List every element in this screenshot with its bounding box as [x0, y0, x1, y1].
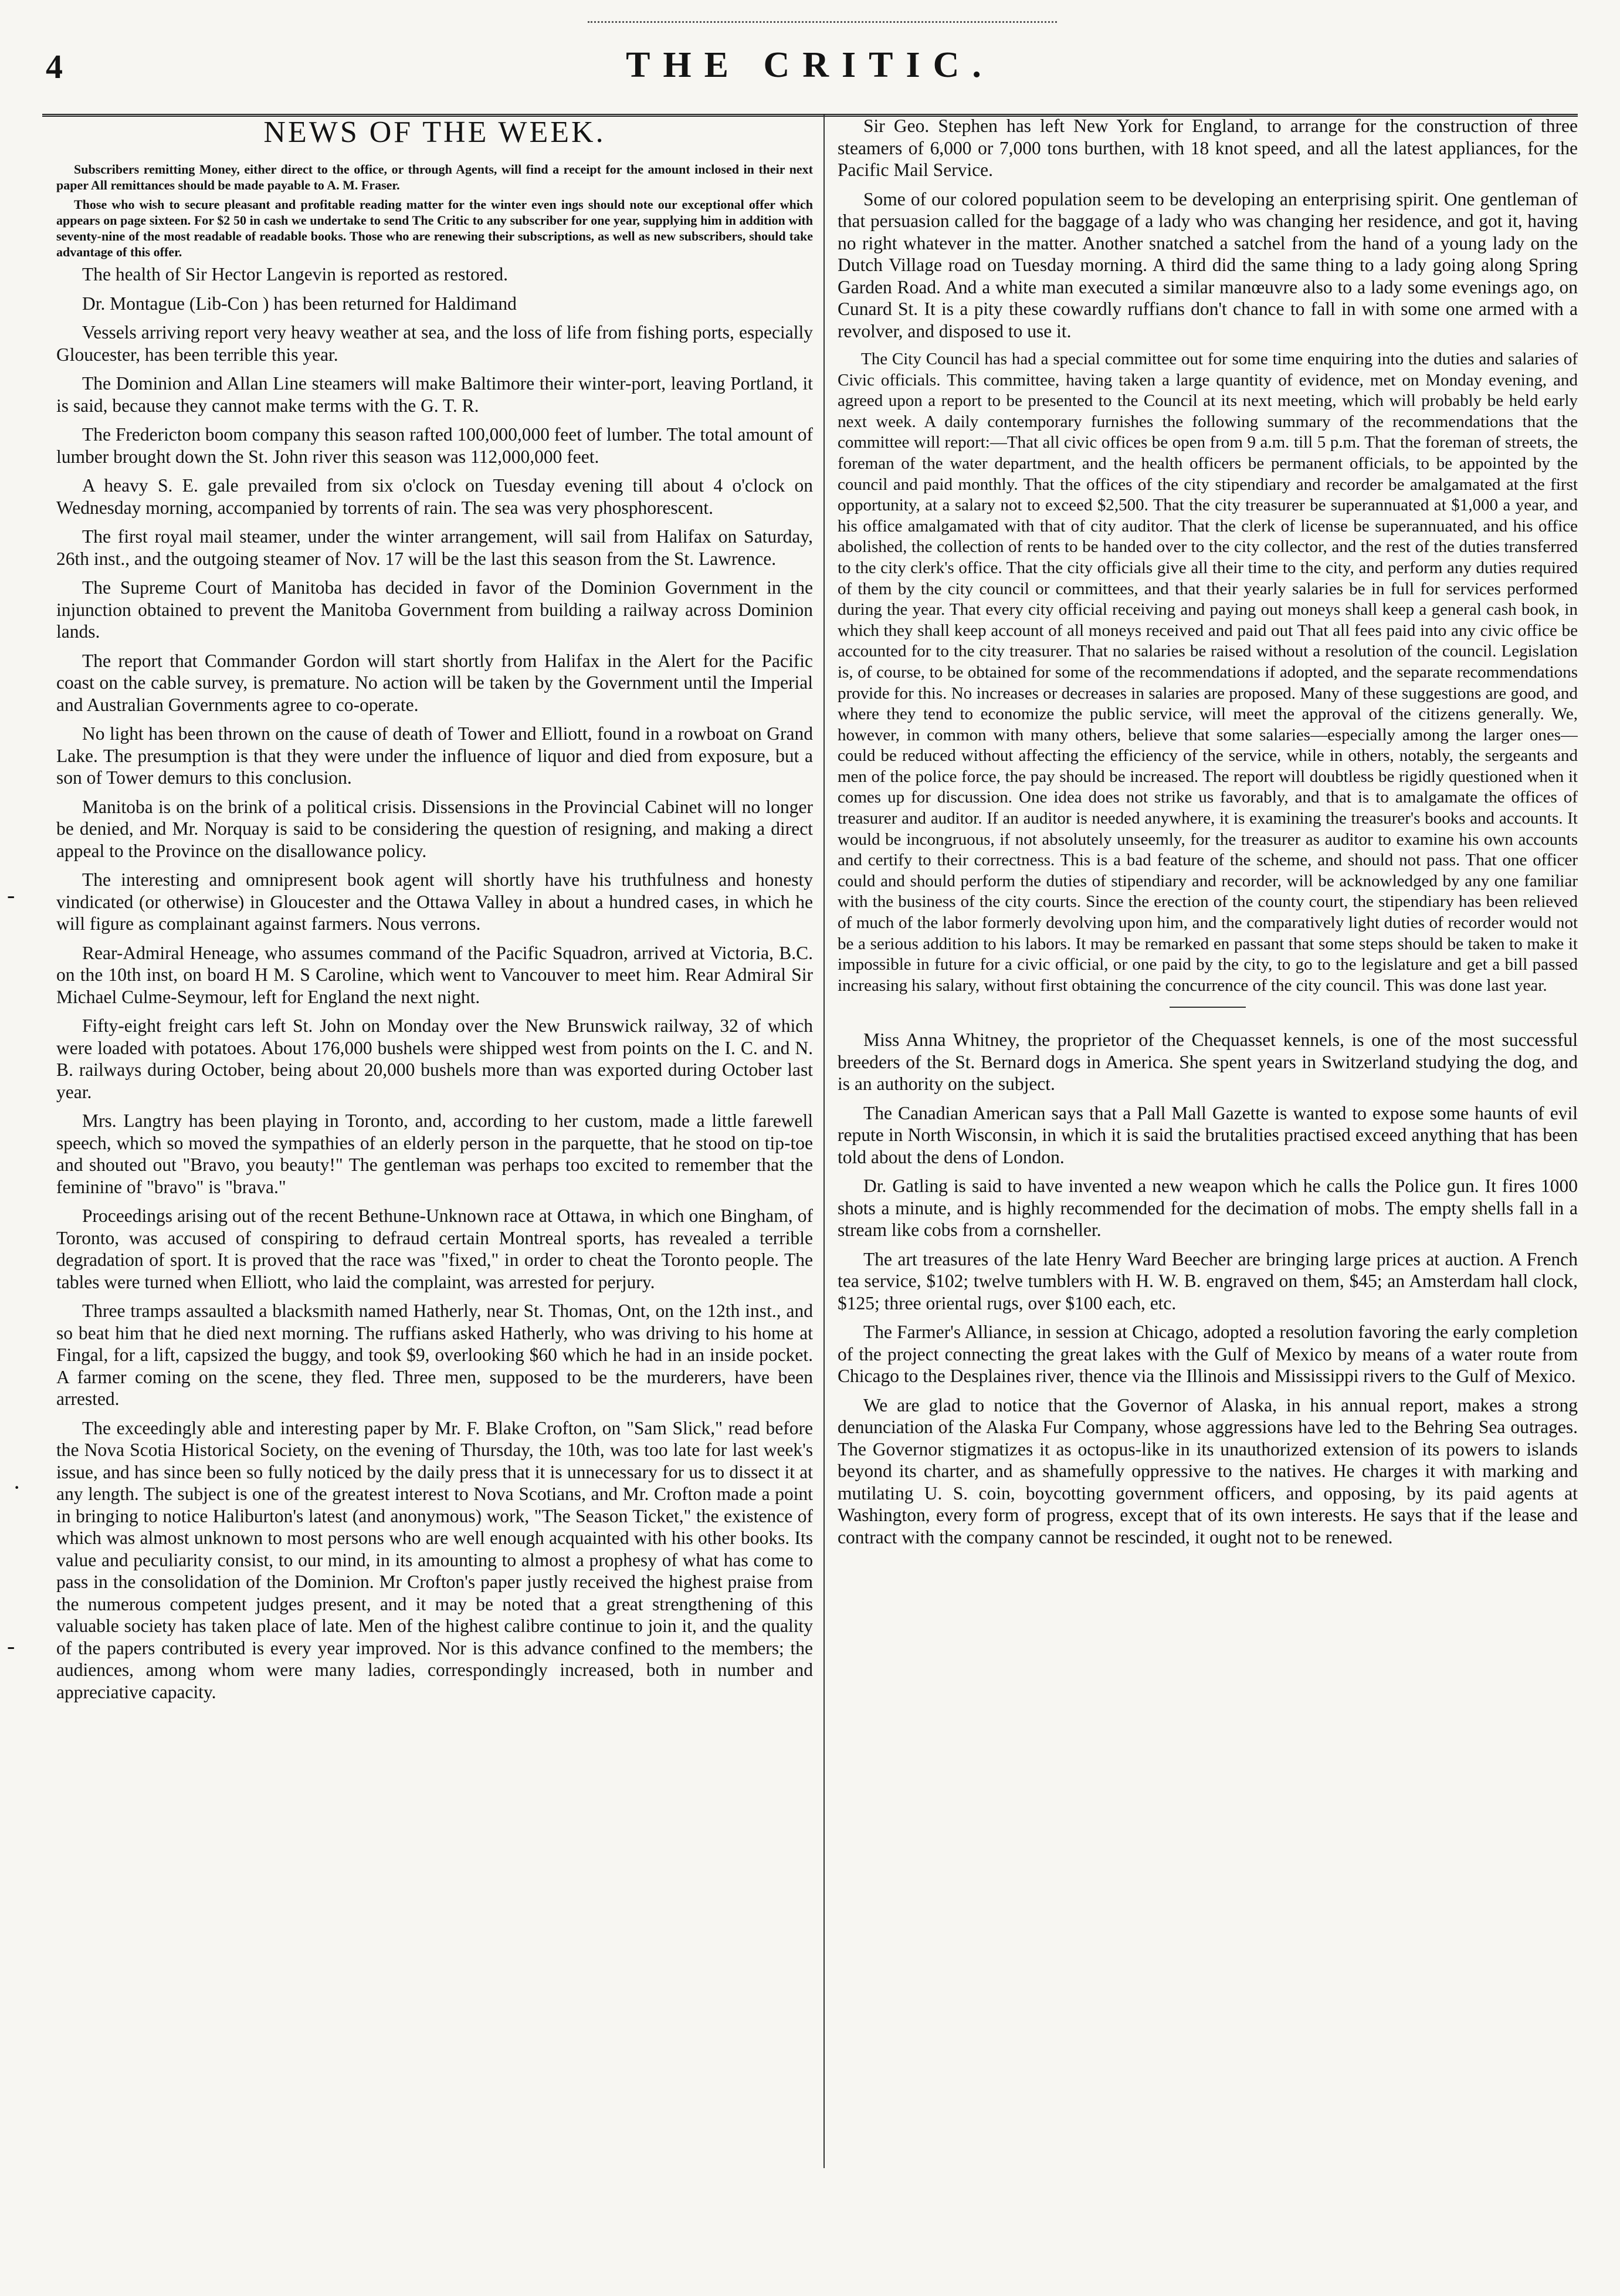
- margin-dot: ·: [13, 1474, 21, 1501]
- news-item: The Supreme Court of Manitoba has decided in favor of the Dominion Government in the injunction obtained to prevent the Manitoba Government from building a railway across Dominion lands.: [56, 577, 813, 642]
- news-item: No light has been thrown on the cause of death of Tower and Elliott, found in a rowboat on Grand Lake. The presumption is that they were under the influence of liquor and died from exposure, but a son of Tower demurs to this conclusion.: [56, 723, 813, 788]
- right-news-items-top: [838, 115, 1578, 342]
- news-item: Vessels arriving report very heavy weather at sea, and the loss of life from fishing ports, especially Gloucester, has been terrible this year.: [56, 322, 813, 365]
- news-item: The Dominion and Allan Line steamers will make Baltimore their winter-port, leaving Portland, it is said, because they cannot make terms with the G. T. R.: [56, 373, 813, 416]
- news-item: We are glad to notice that the Governor of Alaska, in his annual report, makes a strong denunciation of the Alaska Fur Company, whose aggressions have led to the Behring Sea outrages. The Governor stigmatizes it as octopus-like in its unauthorized extension of its powers to islands beyond its charter, and as shamefully oppressive to the natives. He charges it with marking and mutilating U. S. coin, boycotting government officers, and opposing, by its paid agents at Washington, every form of progress, except that of its own interests. He says that if the lease and contract with the company cannot be rescinded, it ought not to be renewed.: [838, 1394, 1578, 1547]
- news-item: The report that Commander Gordon will start shortly from Halifax in the Alert for the Pacific coast on the cable survey, is premature. No action will be taken by the Government until the Imperial and Australian Governments agree to co-operate.: [56, 650, 813, 715]
- news-item: Fifty-eight freight cars left St. John on Monday over the New Brunswick railway, 32 of which were loaded with potatoes. About 176,000 bushels were shipped west from points on the I. C. and N. B. railways during October, being about 20,000 bushels more than was exported during October last year.: [56, 1015, 813, 1102]
- page-header: [42, 45, 1578, 109]
- news-item: Sir Geo. Stephen has left New York for England, to arrange for the construction of three steamers of 6,000 or 7,000 tons burthen, with 18 knot speed, and all the latest appliances, for the Pacific Mail Service.: [838, 116, 1578, 180]
- news-item: Mrs. Langtry has been playing in Toronto, and, according to her custom, made a little farewell speech, which so moved the sympathies of an elderly person in the parquette, that he stood on tip-toe and shouted out "Bravo, you beauty!" The gentleman was perhaps too excited to remember that the feminine of "bravo" is "brava.": [56, 1110, 813, 1197]
- news-item: The first royal mail steamer, under the winter arrangement, will sail from Halifax on Saturday, 26th inst., and the outgoing steamer of Nov. 17 will be the last this season from the St. Lawrence.: [56, 526, 813, 569]
- left-news-items: [56, 263, 813, 1703]
- column-divider: [823, 115, 825, 2168]
- news-item: Some of our colored population seem to be developing an enterprising spirit. One gentleman of that persuasion called for the baggage of a lady who was changing her residence, and got it, having no right whatever in the matter. Another snatched a satchel from the hand of a young lady on the Dutch Village road on Tuesday morning. A third did the same thing to a lady going along Spring Garden Road. And a white man executed a similar manœuvre also to a lady some evenings ago, on Cunard St. It is a pity these cowardly ruffians don't chance to fall in with some one armed with a revolver, and disposed to use it.: [838, 188, 1578, 341]
- news-item: The health of Sir Hector Langevin is reported as restored.: [82, 264, 508, 285]
- news-item: Dr. Montague (Lib-Con ) has been returned for Haldimand: [82, 293, 517, 314]
- news-item: The Canadian American says that a Pall Mall Gazette is wanted to expose some haunts of evil repute in North Wisconsin, in which it is said the brutalities practised exceed anything that has been told about the dens of London.: [838, 1102, 1578, 1167]
- news-item: Dr. Gatling is said to have invented a new weapon which he calls the Police gun. It fires 1000 shots a minute, and is highly recommended for the decimation of mobs. The empty shells fall in a stream like cobs from a cornsheller.: [838, 1176, 1578, 1241]
- margin-dash: -: [7, 1633, 15, 1659]
- news-item: Three tramps assaulted a blacksmith named Hatherly, near St. Thomas, Ont, on the 12th inst., and so beat him that he died next morning. The ruffians asked Hatherly, who was driving to his home at Fingal, for a lift, capsized the buggy, and took $9, overlooking $60 which he had in an inside pocket. A farmer coming on the scene, they fled. Three men, supposed to be the murderers, have been arrested.: [56, 1301, 813, 1409]
- offer-notice: Those who wish to secure pleasant and profitable reading matter for the winter even ings should note our exceptional offer which appears on page sixteen. For $2 50 in cash we undertake to send The Critic to any subscriber for one year, supplying him in addition with seventy-nine of the most readable of readable books. Those who are renewing their subscriptions, as well as new subscribers, should take advantage of this offer.: [56, 197, 813, 259]
- city-council-article: The City Council has had a special committee out for some time enquiring into the duties and salaries of Civic officials. This committee, having taken a large quantity of evidence, met on Monday evening, and agreed upon a report to be presented to the Council at its next meeting, which will probably be held early next week. A daily contemporary furnishes the following summary of the recommendations that the committee will report:—That all civic offices be open from 9 a.m. till 5 p.m. That the foreman of streets, the foreman of the water department, and the health officers be permanent officials, to be appointed by the council and paid monthly. That the offices of the city stipendiary and recorder be amalgamated at the first opportunity, at a salary not to exceed $2,500. That the city treasurer be superannuated at $1,000 a year, and his office amalgamated with that of city auditor. That the clerk of license be superannuated, and his office abolished, the collection of rents to be handed over to the city collector, and the rest of the duties transferred to the city clerk's office. That the city officials give all their time to the city, and perform any duties required of them by the city council or committees, and that their yearly salaries be in full for services performed during the year. That every city official receiving and paying out moneys shall keep a general cash book, in which they shall keep account of all moneys received and paid out That all fees paid into any civic office be accounted for to the city treasurer. That no salaries be raised without a resolution of the council. Legislation is, of course, to be obtained for some of the recommendations if adopted, and the separate recommendations provide for this. No increases or decreases in salaries are proposed. Many of these suggestions are good, and where they tend to economize the public service, will meet the approval of the citizens generally. We, however, in common with many others, believe that some salaries—especially among the larger ones—could be reduced without affecting the efficiency of the service, while in others, notably, the sergeants and men of the police force, the pay should be increased. The report will doubtless be rigidly questioned when it comes up for discussion. One idea does not strike us favorably, and that is to amalgamate the offices of treasurer and auditor. If an auditor is needed anywhere, it is examining the treasurer's books and accounts. It would be incongruous, if not absolutely unseemly, for the treasurer as auditor to examine his own accounts and certify to their correctness. This is a bad feature of the scheme, and should not pass. That one officer could and should perform the duties of stipendiary and recorder, will be acknowledged by any one familiar with the business of the city courts. Since the erection of the county court, the stipendiary has been relieved of much of the labor formerly devolving upon him, and the comparatively light duties of recorder would not be a serious addition to his labors. It may be remarked en passant that some steps should be taken to make it impossible in future for a civic official, or one paid by the city, to go to the legislature and get a bill passed increasing his salary, without first obtaining the concurrence of the city council. This was done last year.: [838, 350, 1578, 995]
- subscriber-notice: Subscribers remitting Money, either direct to the office, or through Agents, will find a receipt for the amount inclosed in their next paper All remittances should be made payable to A. M. Fraser.: [56, 162, 813, 192]
- news-item: Proceedings arising out of the recent Bethune-Unknown race at Ottawa, in which one Bingham, of Toronto, was accused of conspiring to defraud certain Montreal sports, has revealed a terrible degradation of sport. It is proved that the race was "fixed," in order to cheat the Toronto people. The tables were turned when Elliott, who laid the complaint, was arrested for perjury.: [56, 1205, 813, 1292]
- newspaper-page: [7, 21, 1578, 2280]
- left-column: [56, 115, 813, 2274]
- news-item: The interesting and omnipresent book agent will shortly have his truthfulness and honesty vindicated (or otherwise) in Gloucester and the Ottawa Valley in about a hundred cases, in which he will figure as complainant against farmers. Nous verrons.: [56, 869, 813, 934]
- news-item: The Fredericton boom company this season rafted 100,000,000 feet of lumber. The total amount of lumber brought down the St. John river this season was 112,000,000 feet.: [56, 424, 813, 467]
- news-item: Manitoba is on the brink of a political crisis. Dissensions in the Provincial Cabinet will no longer be denied, and Mr. Norquay is said to be considering the question of resigning, and making a direct appeal to the Province on the disallowance policy.: [56, 796, 813, 861]
- news-item: The Farmer's Alliance, in session at Chicago, adopted a resolution favoring the early completion of the project connecting the great lakes with the Gulf of Mexico by means of a water route from Chicago to the Desplaines river, thence via the Illinois and Mississippi rivers to the Gulf of Mexico.: [838, 1322, 1578, 1387]
- masthead-title: THE CRITIC.: [626, 45, 994, 85]
- news-item: A heavy S. E. gale prevailed from six o'clock on Tuesday evening till about 4 o'clock on Wednesday morning, accompanied by torrents of rain. The sea was very phosphorescent.: [56, 475, 813, 518]
- news-item: Miss Anna Whitney, the proprietor of the Chequasset kennels, is one of the most successful breeders of the St. Bernard dogs in America. She spent years in Switzerland studying the dog, and is an authority on the subject.: [838, 1030, 1578, 1095]
- section-separator-rule: [1170, 1007, 1246, 1008]
- news-item: Rear-Admiral Heneage, who assumes command of the Pacific Squadron, arrived at Victoria, B.C. on the 10th inst, on board H M. S Caroline, which went to Vancouver to meet him. Rear Admiral Sir Michael Culme-Seymour, left for England the next night.: [56, 942, 813, 1007]
- news-item: The art treasures of the late Henry Ward Beecher are bringing large prices at auction. A French tea service, $102; twelve tumblers with H. W. B. engraved on them, $45; an Amsterdam hall clock, $125; three oriental rugs, over $100 each, etc.: [838, 1248, 1578, 1313]
- margin-dash: -: [7, 882, 15, 908]
- right-column: [838, 115, 1578, 2274]
- right-news-items-bottom: [838, 1029, 1578, 1548]
- page-number: 4: [46, 48, 63, 86]
- top-decorative-rule: [588, 21, 1057, 26]
- section-title: NEWS OF THE WEEK.: [263, 116, 606, 149]
- news-item: The exceedingly able and interesting paper by Mr. F. Blake Crofton, on "Sam Slick," read before the Nova Scotia Historical Society, on the evening of Thursday, the 10th, was too late for last week's issue, and has since been so fully noticed by the daily press that it is unnecessary for us to dissect it at any length. The subject is one of the greatest interest to Nova Scotians, and Mr. Crofton made a point in bringing to notice Haliburton's latest (and anonymous) work, "The Season Ticket," the existence of which was almost unknown to most persons who are well enough acquainted with his other books. Its value and peculiarity consist, to our mind, in its amounting to almost a prophesy of what has come to pass in the consolidation of the Dominion. Mr Crofton's paper justly received the highest praise from the numerous competent judges present, and it may be noted that a great strengthening of this valuable society has taken place of late. Men of the highest calibre continue to join it, and the quality of the papers contributed is every year improved. Nor is this advance confined to the members; the audiences, among whom were many ladies, correspondingly increased, both in number and appreciative capacity.: [56, 1417, 813, 1702]
